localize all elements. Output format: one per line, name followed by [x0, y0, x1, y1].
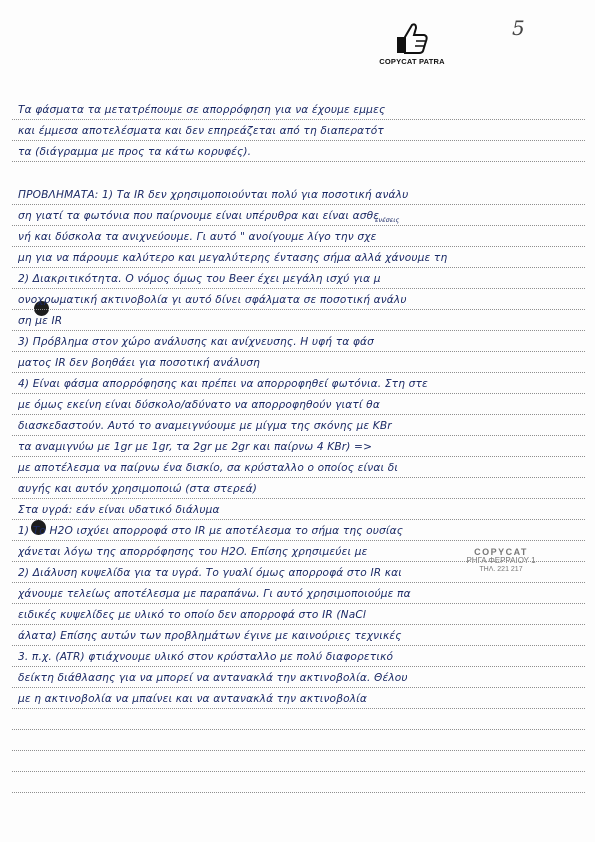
handwritten-line: διασκεδαστούν. Αυτό το αναμειγνύουμε με μίγμα της σκόνης με KBr: [18, 420, 392, 432]
ruled-line: [12, 624, 585, 625]
interlinear-annotation: ενέσεις: [375, 216, 400, 224]
ruled-line: [12, 792, 585, 793]
handwritten-line: ση γιατί τα φωτόνια που παίρνουμε είναι υπέρυθρα και είναι ασθε: [18, 210, 380, 222]
handwritten-line: ση με IR: [18, 315, 63, 327]
ruled-line: [12, 687, 585, 688]
ruled-line: [12, 729, 585, 730]
handwritten-line: νή και δύσκολα τα ανιχνεύουμε. Γι αυτό " ανοίγουμε λίγο την σχε: [18, 231, 377, 243]
page-number: 5: [512, 16, 525, 40]
handwritten-line: 3. π.χ. (ATR) φτιάχνουμε υλικό στον κρύσταλλο με πολύ διαφορετικό: [18, 651, 394, 663]
stamp-name: COPYCAT: [474, 547, 528, 557]
copycat-logo: [372, 22, 452, 66]
handwritten-line: 1) Το H2O ισχύει απορροφά στο IR με αποτέλεσμα το σήμα της ουσίας: [18, 525, 404, 537]
handwritten-line: 2) Διάλυση κυψελίδα για τα υγρά. Το γυαλί όμως απορροφά στο IR και: [18, 567, 403, 579]
ruled-line: [12, 225, 585, 226]
ruled-line: [12, 666, 585, 667]
handwritten-line: 2) Διακριτικότητα. Ο νόμος όμως του Beer έχει μεγάλη ισχύ για μ: [18, 273, 381, 285]
handwritten-line: ονοχρωματική ακτινοβολία γι αυτό δίνει σφάλματα σε ποσοτική ανάλυ: [18, 294, 407, 306]
handwritten-line: αυγής και αυτόν χρησιμοποιώ (στα στερεά): [18, 483, 257, 495]
ruled-line: [12, 414, 585, 415]
handwritten-line: με αποτέλεσμα να παίρνω ένα δισκίο, σα κρύσταλλο ο οποίος είναι δι: [18, 462, 399, 474]
ruled-line: [12, 161, 585, 162]
handwritten-line: τα αναμιγνύω με 1gr με 1gr, τα 2gr με 2gr και παίρνω 4 KBr) =>: [18, 441, 373, 453]
handwritten-line: ματος IR δεν βοηθάει για ποσοτική ανάλυση: [18, 357, 261, 369]
ruled-line: [12, 204, 585, 205]
copycat-logo-label: COPYCAT PATRA: [379, 57, 445, 66]
handwritten-line: με όμως εκείνη είναι δύσκολο/αδύνατο να απορροφηθούν γιατί θα: [18, 399, 380, 411]
handwritten-line: ΠΡΟΒΛΗΜΑΤΑ: 1) Τα IR δεν χρησιμοποιούνται πολύ για ποσοτική ανάλυ: [18, 189, 409, 201]
ruled-line: [12, 246, 585, 247]
ruled-line: [12, 519, 585, 520]
ruled-line: [12, 309, 585, 310]
ruled-line: [12, 771, 585, 772]
handwritten-line: 4) Είναι φάσμα απορρόφησης και πρέπει να απορροφηθεί φωτόνια. Στη στε: [18, 378, 428, 390]
ruled-line: [12, 561, 585, 562]
ruled-line: [12, 582, 585, 583]
ruled-line: [12, 288, 585, 289]
handwritten-line: άλατα) Επίσης αυτών των προβλημάτων έγινε με καινούριες τεχνικές: [18, 630, 402, 642]
handwritten-line: μη για να πάρουμε καλύτερο και μεγαλύτερης έντασης σήμα αλλά χάνουμε τη: [18, 252, 448, 264]
ruled-line: [12, 140, 585, 141]
handwritten-line: με η ακτινοβολία να μπαίνει και να αντανακλά την ακτινοβολία: [18, 693, 368, 705]
ruled-line: [12, 435, 585, 436]
handwritten-line: Τα φάσματα τα μετατρέπουμε σε απορρόφηση για να έχουμε εμμες: [18, 104, 386, 116]
handwritten-line: και έμμεσα αποτελέσματα και δεν επηρεάζεται από τη διαπερατότ: [18, 125, 384, 137]
ruled-line: [12, 119, 585, 120]
ruled-line: [12, 498, 585, 499]
ruled-line: [12, 645, 585, 646]
ruled-line: [12, 351, 585, 352]
handwritten-line: χάνεται λόγω της απορρόφησης του H2O. Επίσης χρησιμεύει με: [18, 546, 368, 558]
thumbs-up-icon: [395, 22, 429, 56]
ruled-line: [12, 456, 585, 457]
handwritten-line: 3) Πρόβλημα στον χώρο ανάλυσης και ανίχνευσης. Η υφή τα φάσ: [18, 336, 375, 348]
ruled-line: [12, 603, 585, 604]
handwritten-line: τα (διάγραμμα με προς τα κάτω κορυφές).: [18, 146, 252, 158]
ruled-line: [12, 540, 585, 541]
ruled-line: [12, 393, 585, 394]
stamp-address: ΡΗΓΑ ΦΕΡΡΑΙΟΥ 1: [466, 556, 536, 566]
ruled-line: [12, 750, 585, 751]
handwritten-line: χάνουμε τελείως αποτέλεσμα με παραπάνω. Γι αυτό χρησιμοποιούμε πα: [18, 588, 411, 600]
ruled-line: [12, 372, 585, 373]
ruled-line: [12, 708, 585, 709]
handwritten-line: δείκτη διάθλασης για να μπορεί να αντανακλά την ακτινοβολία. Θέλου: [18, 672, 408, 684]
handwritten-line: Στα υγρά: εάν είναι υδατικό διάλυμα: [18, 504, 220, 516]
stamp-phone: ΤΗΛ. 221 217: [479, 565, 523, 573]
ruled-line: [12, 477, 585, 478]
ruled-line: [12, 267, 585, 268]
ruled-line: [12, 330, 585, 331]
handwritten-line: ειδικές κυψελίδες με υλικό το οποίο δεν απορροφά στο IR (NaCl: [18, 609, 367, 621]
